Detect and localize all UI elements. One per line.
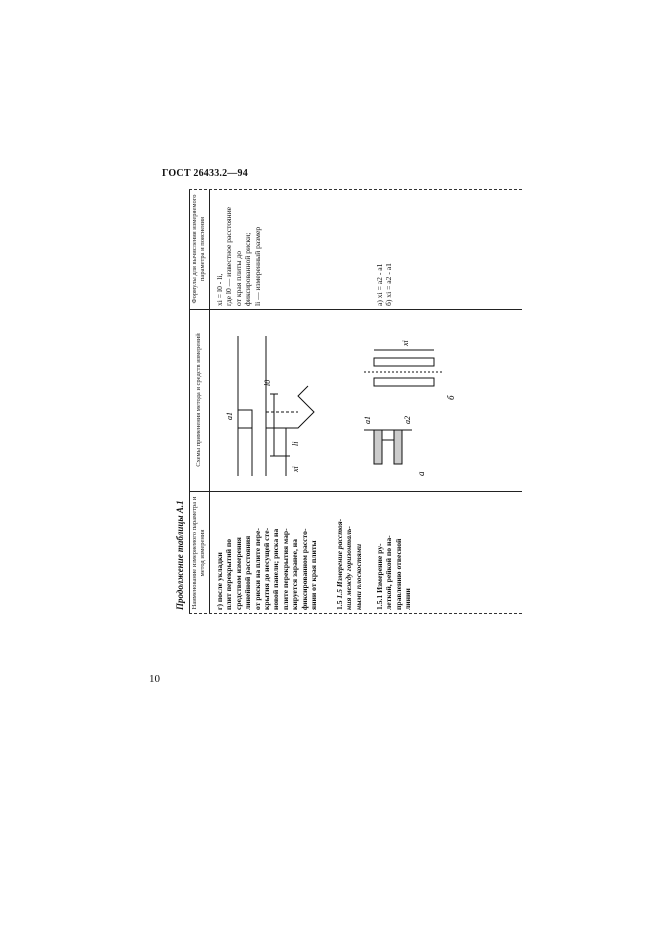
- section-variant-b: [364, 350, 442, 386]
- diagram-svg: [214, 314, 519, 486]
- col1-method-g: [215, 528, 318, 610]
- label-a-top: a1: [363, 416, 372, 424]
- header-formulas: Формулы для вычисления измеряемого параметра и пояснения: [191, 194, 206, 304]
- measurement-diagram: [214, 314, 519, 486]
- slab-schematic: [238, 336, 314, 476]
- slab-section-lower: [394, 430, 402, 464]
- col1-section-1-5-1: [375, 535, 413, 610]
- text-line: 1.5 1.5 Измерение расстоя-: [335, 518, 344, 610]
- document-title: ГОСТ 26433.2—94: [162, 168, 248, 179]
- header-parameter: Наименование измеряемого параметра и метод измерения: [191, 496, 206, 610]
- text-line: фиксированном рассто-: [299, 528, 309, 610]
- label-variant-a: а: [416, 471, 426, 476]
- col1-section-1-5: [335, 519, 363, 610]
- table-right-edge: [189, 189, 522, 190]
- label-a-bottom: a2: [403, 416, 412, 424]
- header-schemes: Схемы применения метода и средств измерений: [195, 333, 202, 467]
- text-line: плит перекрытий по: [224, 538, 234, 610]
- risk-mark-box: [238, 410, 252, 428]
- table-continuation-label: Продолжение таблицы А.1: [175, 500, 185, 610]
- text-line: кируется заранее, на: [290, 539, 300, 610]
- text-line: фиксированной риски;: [243, 232, 253, 306]
- column-divider-2: [189, 309, 522, 310]
- text-line: ния между горизонталь-: [344, 526, 354, 610]
- page-number: 10: [149, 673, 160, 685]
- text-line: а) xi = a2 - a1: [375, 263, 384, 306]
- label-xi: xi: [291, 466, 300, 472]
- text-line: г) после укладки: [215, 552, 224, 610]
- slab-section-upper: [374, 430, 382, 464]
- label-variant-b: б: [446, 395, 456, 400]
- column-divider-1: [189, 491, 522, 492]
- ruler-a1: [374, 378, 434, 386]
- formula-block-2: [375, 263, 394, 306]
- table-top-border: [189, 190, 190, 614]
- text-line: от риски на плите пере-: [252, 528, 262, 610]
- text-line: ными плоскостями: [353, 543, 363, 610]
- label-xi-bottom: xi: [401, 340, 410, 346]
- rotated-table-container: [175, 190, 522, 614]
- text-line: правлению отвесной: [393, 538, 403, 610]
- text-line: от края плиты до: [233, 250, 243, 306]
- text-line: 1.5.1 Измерение ру-: [375, 543, 384, 610]
- text-line: линии: [403, 588, 413, 610]
- wall-outline: [266, 386, 314, 428]
- text-line: плите перекрытия мар-: [280, 528, 290, 610]
- formula-block-1: [215, 207, 262, 306]
- section-variant-a: [364, 430, 412, 464]
- text-fragment: 1.5 Измерение расстоя-: [335, 518, 344, 599]
- text-line: линейной расстояния: [243, 535, 253, 610]
- text-line: б) xi = a2 - a1: [384, 263, 394, 306]
- table-left-edge: [189, 613, 522, 614]
- text-line: новой панели; риска на: [271, 528, 281, 610]
- parameters-table: [175, 190, 522, 614]
- text-line: крытия до несущей сте-: [262, 527, 272, 610]
- label-l0: l0: [263, 379, 272, 386]
- text-line: леткой, рейкой по на-: [384, 535, 394, 610]
- text-line: янии от края плиты: [309, 540, 319, 610]
- text-line: где l0 — известное расстояние: [224, 206, 234, 306]
- header-bottom-border: [209, 190, 210, 614]
- label-li: li: [291, 441, 300, 446]
- text-line: li — измеренный размер: [252, 226, 262, 306]
- text-line: средством измерения: [233, 537, 243, 610]
- label-a1: a1: [225, 412, 234, 420]
- ruler-a2: [374, 358, 434, 366]
- text-line: xi = l0 - li,: [215, 273, 224, 306]
